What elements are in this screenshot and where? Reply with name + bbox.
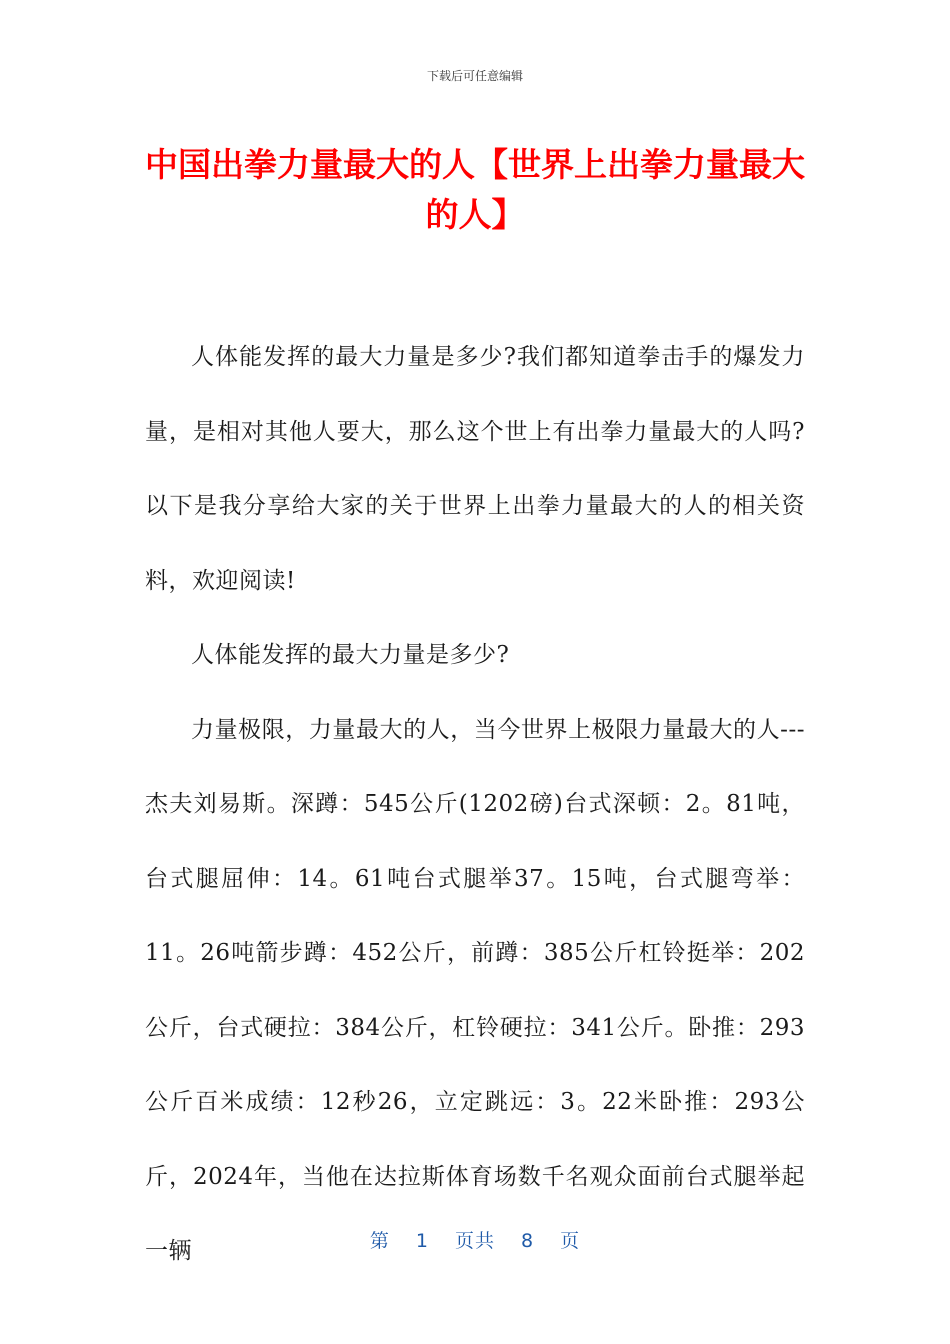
document-title: 中国出拳力量最大的人【世界上出拳力量最大的人】 xyxy=(145,145,805,234)
footer-current-page: 1 xyxy=(415,1230,429,1252)
paragraph-details: 力量极限，力量最大的人，当今世界上极限力量最大的人---杰夫刘易斯。深蹲：545公斤(1202磅)台式深顿：2。81吨，台式腿屈伸：14。61吨台式腿举37。15吨，台式腿弯举：11。26吨箭步蹲：452公斤，前蹲：385公斤杠铃挺举：202公斤，台式硬拉：384公斤，杠铃硬拉：341公斤。卧推：293公斤百米成绩：12秒26，立定跳远：3。22米卧推：293公斤，2024年，当他在达拉斯体育场数千名观众面前台式腿举起一辆 xyxy=(145,716,805,1264)
footer-page-prefix: 第 xyxy=(369,1230,390,1252)
paragraph-intro: 人体能发挥的最大力量是多少?我们都知道拳击手的爆发力量，是相对其他人要大，那么这个世上有出拳力量最大的人吗?以下是我分享给大家的关于世界上出拳力量最大的人的相关资料，欢迎阅读! xyxy=(145,344,805,594)
paragraph-question: 人体能发挥的最大力量是多少? xyxy=(191,642,510,668)
header-note: 下载后可任意编辑 xyxy=(426,69,523,83)
document-body xyxy=(145,320,805,1289)
page-footer xyxy=(0,1226,950,1253)
footer-total-pages: 8 xyxy=(521,1230,535,1252)
footer-page-suffix: 页 xyxy=(560,1230,581,1252)
footer-page-middle: 页共 xyxy=(454,1230,495,1252)
